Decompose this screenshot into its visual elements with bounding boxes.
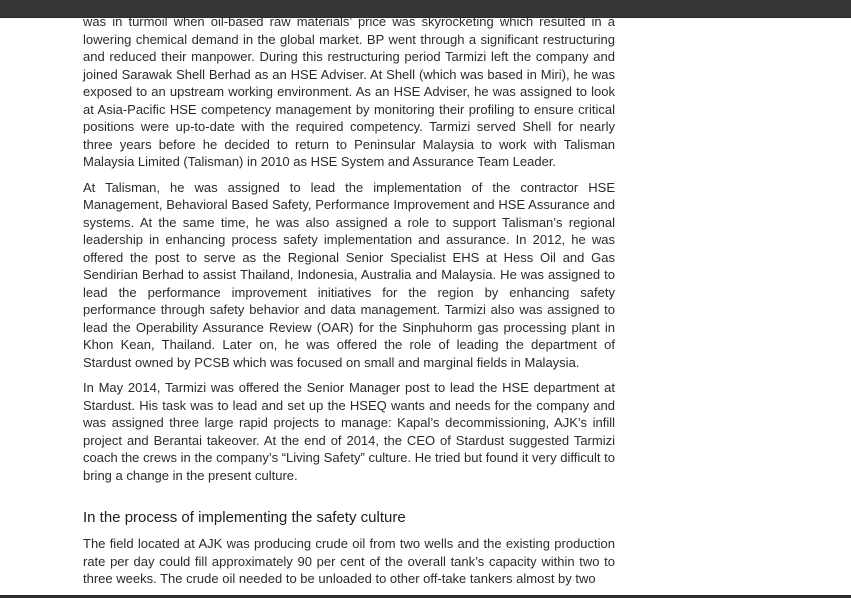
document-body xyxy=(83,13,615,596)
paragraph-ajk-field: The field located at AJK was producing crude oil from two wells and the existing production rate per day could fill approximately 90 per cent of the overall tank’s capacity within two to three weeks. The crude oil needed to be unloaded to other off-take tankers almost by two xyxy=(83,536,615,586)
paragraph-talisman: At Talisman, he was assigned to lead the implementation of the contractor HSE Management, Behavioral Based Safety, Performance Improvement and HSE Assurance and systems. At the same time, he was also assigned a role to support Talisman’s regional leadership in enhancing process safety implementation and assurance. In 2012, he was offered the post to serve as the Regional Senior Specialist EHS at Hess Oil and Gas Sendirian Berhad to assist Thailand, Indonesia, Australia and Malaysia. He was assigned to lead the performance improvement initiatives for the region by enhancing safety performance through safety behavior and data management. Tarmizi also was assigned to lead the Operability Assurance Review (OAR) for the Sinphuhorm gas processing plant in Khon Kean, Thailand. Later on, he was offered the role of leading the department of Stardust owned by PCSB which was focused on small and marginal fields in Malaysia. xyxy=(83,179,615,370)
paragraph-stardust: In May 2014, Tarmizi was offered the Senior Manager post to lead the HSE department at Stardust. His task was to lead and set up the HSEQ wants and needs for the company and was assigned three large rapid projects to manage: Kapal’s decommissioning, AJK’s infill project and Berantai takeover. At the end of 2014, the CEO of Stardust suggested Tarmizi coach the crews in the company’s “Living Safety” culture. He tried but found it very difficult to bring a change in the present culture. xyxy=(83,380,615,483)
section-heading: In the process of implementing the safety culture xyxy=(83,509,406,526)
paragraph-bp-shell: was in turmoil when oil-based raw materials’ price was skyrocketing which resulted in a lowering chemical demand in the global market. BP went through a significant restructuring and reduced their manpower. During this restructuring period Tarmizi left the company and joined Sarawak Shell Berhad as an HSE Adviser. At Shell (which was based in Miri), he was exposed to an upstream working environment. As an HSE Adviser, he was assigned to look at Asia-Pacific HSE competency management by monitoring their profiling to ensure critical positions were up-to-date with the required competency. Tarmizi served Shell for nearly three years before he decided to return to Peninsular Malaysia to work with Talisman Malaysia Limited (Talisman) in 2010 as HSE System and Assurance Team Leader. xyxy=(83,14,615,169)
